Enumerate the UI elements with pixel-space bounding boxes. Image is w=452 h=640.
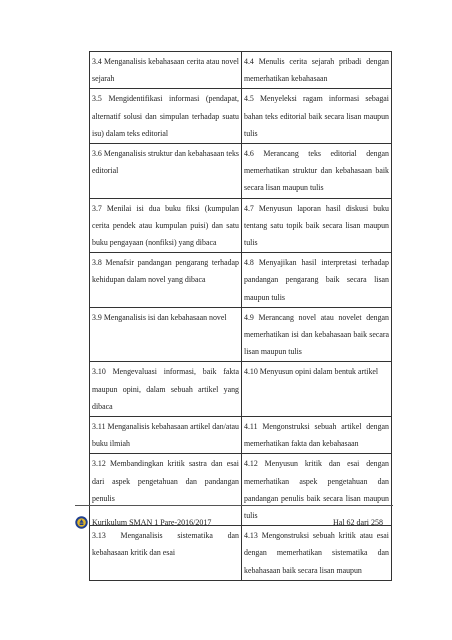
table-row [90,198,392,253]
footer-row [75,516,393,530]
competency-table [89,51,392,581]
table-row [90,307,392,362]
kd4-cell: 4.10 Menyusun opini dalam bentuk artikel [242,362,392,417]
kd4-cell: 4.9 Merancang novel atau novelet dengan memerhatikan isi dan kebahasaan baik secara lisan maupun tulis [242,307,392,362]
footer-divider [75,505,393,506]
kd3-cell: 3.12 Membandingkan kritik sastra dan esai dari aspek pengetahuan dan pandangan penulis [90,454,242,526]
kd3-cell: 3.13 Menganalisis sistematika dan kebahasaan kritik dan esai [90,526,242,581]
kd3-cell: 3.6 Menganalisis struktur dan kebahasaan teks editorial [90,144,242,199]
kd3-cell: 3.10 Mengevaluasi informasi, baik fakta maupun opini, dalam sebuah artikel yang dibaca [90,362,242,417]
table-row [90,144,392,199]
table-row [90,52,392,89]
school-emblem-icon [75,516,88,529]
table-row [90,253,392,308]
table-row [90,417,392,454]
kd3-cell: 3.11 Menganalisis kebahasaan artikel dan/atau buku ilmiah [90,417,242,454]
kd3-cell: 3.4 Menganalisis kebahasaan cerita atau novel sejarah [90,52,242,89]
page-footer [75,505,393,530]
kd4-cell: 4.6 Merancang teks editorial dengan memerhatikan struktur dan kebahasaan baik secara lisan maupun tulis [242,144,392,199]
kd4-cell: 4.12 Menyusun kritik dan esai dengan memerhatikan aspek pengetahuan dan pandangan penulis baik secara lisan maupun tulis [242,454,392,526]
kd4-cell: 4.7 Menyusun laporan hasil diskusi buku tentang satu topik baik secara lisan maupun tulis [242,198,392,253]
footer-page-number: Hal 62 dari 258 [333,518,383,527]
kd4-cell: 4.13 Mengonstruksi sebuah kritik atau esai dengan memerhatikan sistematika dan kebahasaan baik secara lisan maupun [242,526,392,581]
footer-document-title: Kurikulum SMAN 1 Pare-2016/2017 [92,518,212,527]
kd3-cell: 3.9 Menganalisis isi dan kebahasaan novel [90,307,242,362]
kd4-cell: 4.4 Menulis cerita sejarah pribadi dengan memerhatikan kebahasaan [242,52,392,89]
kd3-cell: 3.5 Mengidentifikasi informasi (pendapat, alternatif solusi dan simpulan terhadap suatu isu) dalam teks editorial [90,89,242,144]
table-row [90,89,392,144]
kd3-cell: 3.8 Menafsir pandangan pengarang terhadap kehidupan dalam novel yang dibaca [90,253,242,308]
kd3-cell: 3.7 Menilai isi dua buku fiksi (kumpulan cerita pendek atau kumpulan puisi) dan satu buku pengayaan (nonfiksi) yang dibaca [90,198,242,253]
kd4-cell: 4.8 Menyajikan hasil interpretasi terhadap pandangan pengarang baik secara lisan maupun tulis [242,253,392,308]
kd4-cell: 4.11 Mengonstruksi sebuah artikel dengan memerhatikan fakta dan kebahasaan [242,417,392,454]
table-row [90,362,392,417]
table-row [90,526,392,581]
kd4-cell: 4.5 Menyeleksi ragam informasi sebagai bahan teks editorial baik secara lisan maupun tulis [242,89,392,144]
